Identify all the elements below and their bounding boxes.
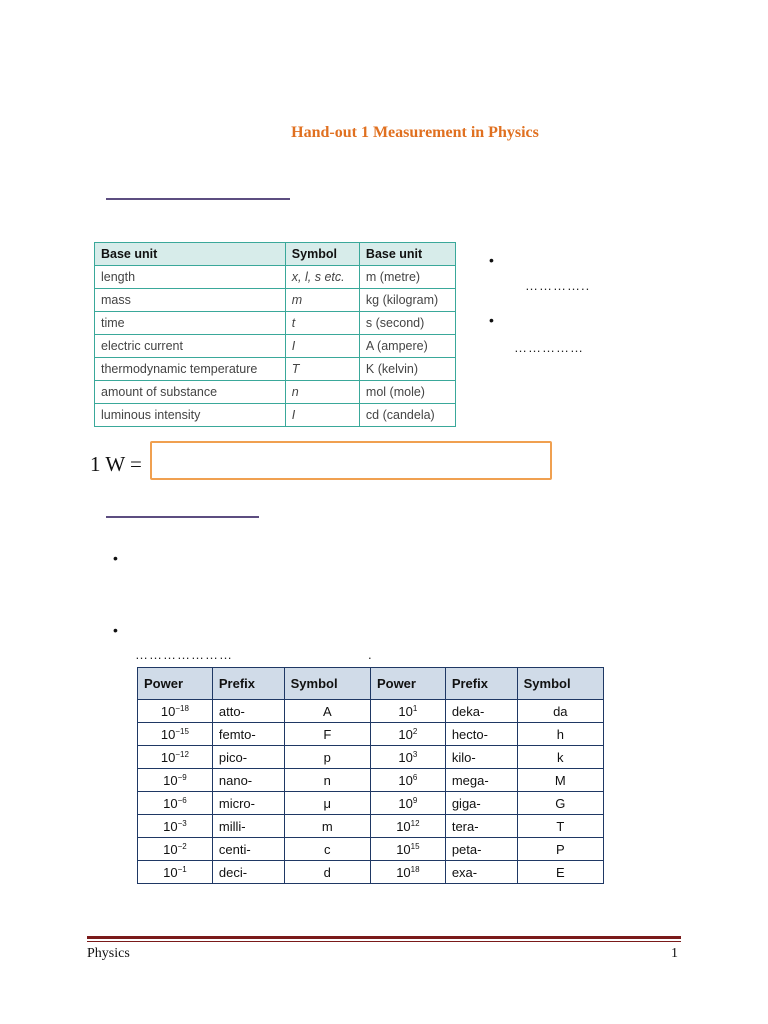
prefix-cell: centi- — [212, 838, 284, 861]
unit-cell: m (metre) — [359, 266, 455, 289]
power-cell: $10^{-18}$ — [138, 700, 213, 723]
table-row — [138, 815, 604, 838]
quantity-cell: mass — [95, 289, 286, 312]
table-row — [95, 266, 456, 289]
bullet-marker: • — [489, 312, 494, 328]
power-cell: $10^{-12}$ — [138, 746, 213, 769]
unit-cell: kg (kilogram) — [359, 289, 455, 312]
symbol-cell: k — [517, 746, 603, 769]
power-cell: $10^{18}$ — [370, 861, 445, 884]
period-mark: . — [368, 647, 373, 662]
footer-divider — [87, 936, 681, 939]
power-cell: $10^{-6}$ — [138, 792, 213, 815]
table-row — [95, 312, 456, 335]
table-row — [95, 358, 456, 381]
symbol-cell: x, l, s etc. — [285, 266, 359, 289]
power-cell: $10^{-15}$ — [138, 723, 213, 746]
symbol-cell: T — [517, 815, 603, 838]
unit-cell: s (second) — [359, 312, 455, 335]
symbol-cell: I — [285, 404, 359, 427]
power-cell: $10^{-2}$ — [138, 838, 213, 861]
power-cell: $10^6$ — [370, 769, 445, 792]
column-header: Base unit — [359, 243, 455, 266]
column-header: Prefix — [445, 668, 517, 700]
symbol-cell: I — [285, 335, 359, 358]
symbol-cell: c — [284, 838, 370, 861]
fill-in-blank: ………………… — [135, 647, 233, 662]
symbol-cell: P — [517, 838, 603, 861]
answer-box[interactable] — [150, 441, 552, 480]
quantity-cell: thermodynamic temperature — [95, 358, 286, 381]
bullet-marker: • — [489, 252, 494, 268]
table-row — [95, 335, 456, 358]
column-header: Symbol — [284, 668, 370, 700]
column-header: Symbol — [517, 668, 603, 700]
table-row — [138, 792, 604, 815]
quantity-cell: length — [95, 266, 286, 289]
quantity-cell: electric current — [95, 335, 286, 358]
prefix-cell: nano- — [212, 769, 284, 792]
column-header: Prefix — [212, 668, 284, 700]
power-cell: $10^9$ — [370, 792, 445, 815]
symbol-cell: A — [284, 700, 370, 723]
prefix-cell: tera- — [445, 815, 517, 838]
unit-cell: A (ampere) — [359, 335, 455, 358]
symbol-cell: h — [517, 723, 603, 746]
symbol-cell: da — [517, 700, 603, 723]
table-row — [138, 746, 604, 769]
table-row — [95, 289, 456, 312]
power-cell: $10^2$ — [370, 723, 445, 746]
unit-cell: mol (mole) — [359, 381, 455, 404]
heading-underline-2 — [106, 516, 259, 518]
power-cell: $10^{-9}$ — [138, 769, 213, 792]
table-header-row — [138, 668, 604, 700]
prefix-cell: peta- — [445, 838, 517, 861]
symbol-cell: M — [517, 769, 603, 792]
equation-label: 1 W = — [90, 452, 142, 476]
prefix-cell: femto- — [212, 723, 284, 746]
power-cell: $10^{-3}$ — [138, 815, 213, 838]
symbol-cell: μ — [284, 792, 370, 815]
symbol-cell: G — [517, 792, 603, 815]
fill-in-blank: …………… — [514, 340, 584, 355]
column-header: Power — [370, 668, 445, 700]
symbol-cell: F — [284, 723, 370, 746]
power-cell: $10^{15}$ — [370, 838, 445, 861]
symbol-cell: E — [517, 861, 603, 884]
prefix-cell: milli- — [212, 815, 284, 838]
prefix-cell: atto- — [212, 700, 284, 723]
column-header: Base unit — [95, 243, 286, 266]
table-row — [138, 723, 604, 746]
symbol-cell: m — [284, 815, 370, 838]
fill-in-blank: ………….. — [525, 278, 591, 293]
column-header: Symbol — [285, 243, 359, 266]
power-cell: $10^3$ — [370, 746, 445, 769]
prefix-cell: kilo- — [445, 746, 517, 769]
symbol-cell: d — [284, 861, 370, 884]
symbol-cell: n — [284, 769, 370, 792]
table-row — [138, 700, 604, 723]
prefix-cell: deka- — [445, 700, 517, 723]
table-row — [138, 838, 604, 861]
prefix-cell: exa- — [445, 861, 517, 884]
quantity-cell: time — [95, 312, 286, 335]
page-number: 1 — [671, 946, 678, 961]
symbol-cell: T — [285, 358, 359, 381]
quantity-cell: amount of substance — [95, 381, 286, 404]
prefix-cell: deci- — [212, 861, 284, 884]
bullet-marker: • — [113, 550, 118, 566]
power-cell: $10^{-1}$ — [138, 861, 213, 884]
unit-cell: cd (candela) — [359, 404, 455, 427]
table-row — [95, 381, 456, 404]
symbol-cell: p — [284, 746, 370, 769]
prefix-cell: pico- — [212, 746, 284, 769]
base-units-table — [94, 242, 456, 427]
unit-cell: K (kelvin) — [359, 358, 455, 381]
prefix-cell: mega- — [445, 769, 517, 792]
quantity-cell: luminous intensity — [95, 404, 286, 427]
page-title: Hand-out 1 Measurement in Physics — [291, 124, 539, 141]
symbol-cell: n — [285, 381, 359, 404]
heading-underline-1 — [106, 198, 290, 200]
power-cell: $10^{12}$ — [370, 815, 445, 838]
power-cell: $10^1$ — [370, 700, 445, 723]
bullet-marker: • — [113, 622, 118, 638]
footer-divider-thin — [87, 941, 681, 942]
prefix-cell: hecto- — [445, 723, 517, 746]
symbol-cell: t — [285, 312, 359, 335]
table-row — [95, 404, 456, 427]
footer-subject: Physics — [87, 946, 130, 961]
prefix-cell: giga- — [445, 792, 517, 815]
table-row — [138, 769, 604, 792]
prefix-cell: micro- — [212, 792, 284, 815]
prefix-table — [137, 667, 604, 884]
table-row — [138, 861, 604, 884]
symbol-cell: m — [285, 289, 359, 312]
table-header-row — [95, 243, 456, 266]
column-header: Power — [138, 668, 213, 700]
